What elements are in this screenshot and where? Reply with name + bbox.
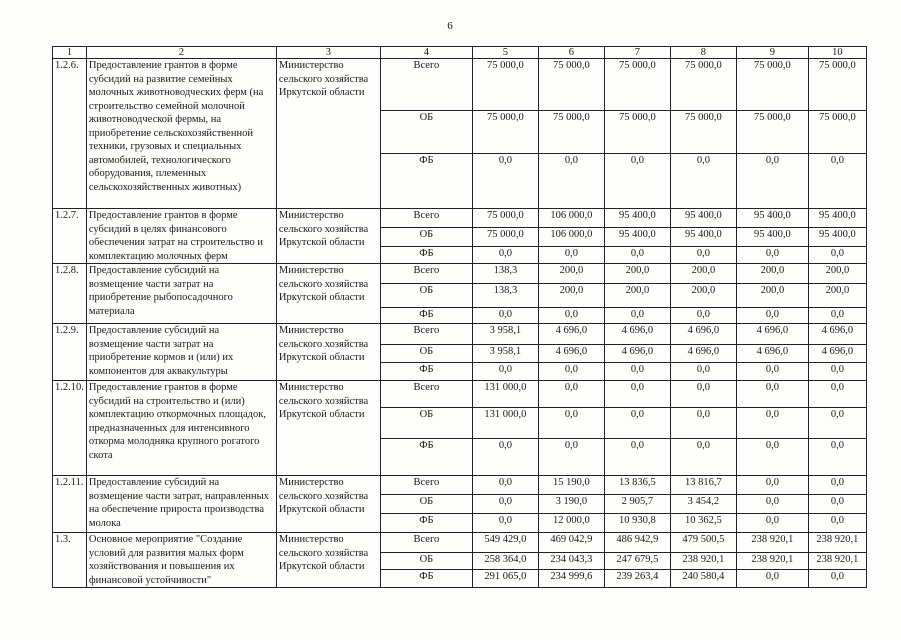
amount-cell: 75 000,0 (472, 227, 538, 247)
amount-cell: 95 400,0 (736, 209, 808, 228)
amount-cell: 2 905,7 (604, 495, 670, 514)
amount-cell: 0,0 (736, 408, 808, 439)
amount-cell: 0,0 (670, 247, 736, 264)
amount-cell: 75 000,0 (736, 59, 808, 111)
item-name: Основное мероприятие "Создание условий для развития малых форм хозяйствования и повышения их финансовой устойчивости" (86, 533, 276, 588)
amount-cell: 75 000,0 (604, 59, 670, 111)
amount-cell: 240 580,4 (670, 570, 736, 588)
amount-cell: 239 263,4 (604, 570, 670, 588)
amount-cell: 106 000,0 (538, 209, 604, 228)
funding-source: ОБ (380, 408, 472, 439)
amount-cell: 200,0 (736, 284, 808, 308)
table-row (53, 381, 867, 408)
funding-source: ОБ (380, 552, 472, 570)
amount-cell: 200,0 (736, 264, 808, 284)
header-cell: 6 (538, 47, 604, 59)
amount-cell: 238 920,1 (736, 533, 808, 553)
table-row (53, 209, 867, 228)
amount-cell: 95 400,0 (604, 209, 670, 228)
amount-cell: 486 942,9 (604, 533, 670, 553)
amount-cell: 0,0 (670, 308, 736, 324)
amount-cell: 0,0 (472, 154, 538, 209)
funding-source: ФБ (380, 514, 472, 533)
amount-cell: 95 400,0 (808, 209, 866, 228)
header-cell: 7 (604, 47, 670, 59)
amount-cell: 0,0 (736, 154, 808, 209)
amount-cell: 0,0 (538, 363, 604, 381)
funding-source: ФБ (380, 439, 472, 476)
item-number: 1.2.6. (53, 59, 87, 209)
header-cell: 9 (736, 47, 808, 59)
amount-cell: 238 920,1 (808, 533, 866, 553)
amount-cell: 75 000,0 (538, 59, 604, 111)
amount-cell: 15 190,0 (538, 476, 604, 495)
item-name: Предоставление субсидий на возмещение части затрат на приобретение рыбопосадочного материала (86, 264, 276, 324)
funding-source: Всего (380, 209, 472, 228)
funding-source: Всего (380, 324, 472, 345)
header-cell: 5 (472, 47, 538, 59)
amount-cell: 0,0 (808, 381, 866, 408)
amount-cell: 75 000,0 (604, 111, 670, 154)
item-number: 1.2.9. (53, 324, 87, 381)
funding-source: ФБ (380, 570, 472, 588)
page-number: 6 (447, 20, 453, 32)
amount-cell: 234 043,3 (538, 552, 604, 570)
amount-cell: 10 362,5 (670, 514, 736, 533)
amount-cell: 10 930,8 (604, 514, 670, 533)
amount-cell: 200,0 (808, 284, 866, 308)
amount-cell: 0,0 (736, 247, 808, 264)
amount-cell: 0,0 (604, 154, 670, 209)
amount-cell: 0,0 (808, 439, 866, 476)
item-name: Предоставление субсидий на возмещение части затрат, направленных на обеспечение прироста производства молока (86, 476, 276, 533)
amount-cell: 0,0 (808, 363, 866, 381)
amount-cell: 13 816,7 (670, 476, 736, 495)
amount-cell: 95 400,0 (670, 227, 736, 247)
amount-cell: 0,0 (736, 495, 808, 514)
funding-source: ОБ (380, 284, 472, 308)
header-cell: 10 (808, 47, 866, 59)
funding-source: Всего (380, 59, 472, 111)
amount-cell: 0,0 (808, 495, 866, 514)
amount-cell: 291 065,0 (472, 570, 538, 588)
amount-cell: 0,0 (736, 308, 808, 324)
amount-cell: 4 696,0 (808, 324, 866, 345)
amount-cell: 4 696,0 (736, 324, 808, 345)
item-number: 1.2.10. (53, 381, 87, 476)
amount-cell: 0,0 (808, 570, 866, 588)
header-cell: 3 (276, 47, 380, 59)
item-executor: Министерство сельского хозяйства Иркутской области (276, 209, 380, 264)
amount-cell: 0,0 (538, 439, 604, 476)
item-executor: Министерство сельского хозяйства Иркутской области (276, 264, 380, 324)
amount-cell: 200,0 (604, 284, 670, 308)
amount-cell: 0,0 (808, 408, 866, 439)
amount-cell: 0,0 (538, 154, 604, 209)
funding-source: ОБ (380, 345, 472, 363)
amount-cell: 13 836,5 (604, 476, 670, 495)
amount-cell: 0,0 (670, 439, 736, 476)
amount-cell: 0,0 (538, 381, 604, 408)
amount-cell: 200,0 (670, 264, 736, 284)
funding-source: ОБ (380, 227, 472, 247)
amount-cell: 0,0 (670, 363, 736, 381)
amount-cell: 0,0 (736, 363, 808, 381)
amount-cell: 238 920,1 (808, 552, 866, 570)
amount-cell: 0,0 (538, 308, 604, 324)
amount-cell: 75 000,0 (472, 111, 538, 154)
amount-cell: 0,0 (808, 514, 866, 533)
amount-cell: 469 042,9 (538, 533, 604, 553)
amount-cell: 0,0 (472, 363, 538, 381)
item-executor: Министерство сельского хозяйства Иркутской области (276, 533, 380, 588)
amount-cell: 234 999,6 (538, 570, 604, 588)
amount-cell: 0,0 (604, 381, 670, 408)
amount-cell: 0,0 (736, 381, 808, 408)
amount-cell: 4 696,0 (538, 345, 604, 363)
funding-source: Всего (380, 533, 472, 553)
amount-cell: 4 696,0 (670, 324, 736, 345)
table-row (53, 59, 867, 111)
header-cell: 8 (670, 47, 736, 59)
amount-cell: 0,0 (670, 381, 736, 408)
amount-cell: 3 958,1 (472, 345, 538, 363)
amount-cell: 200,0 (538, 264, 604, 284)
amount-cell: 95 400,0 (670, 209, 736, 228)
amount-cell: 0,0 (736, 476, 808, 495)
amount-cell: 0,0 (604, 363, 670, 381)
amount-cell: 75 000,0 (670, 59, 736, 111)
amount-cell: 4 696,0 (808, 345, 866, 363)
amount-cell: 238 920,1 (736, 552, 808, 570)
amount-cell: 0,0 (604, 408, 670, 439)
item-executor: Министерство сельского хозяйства Иркутской области (276, 381, 380, 476)
header-cell: 1 (53, 47, 87, 59)
amount-cell: 95 400,0 (808, 227, 866, 247)
amount-cell: 75 000,0 (538, 111, 604, 154)
amount-cell: 479 500,5 (670, 533, 736, 553)
item-name: Предоставление субсидий на возмещение части затрат на приобретение кормов и (или) их компонентов для аквакультуры (86, 324, 276, 381)
funding-source: ОБ (380, 111, 472, 154)
funding-source: Всего (380, 381, 472, 408)
item-executor: Министерство сельского хозяйства Иркутской области (276, 324, 380, 381)
amount-cell: 0,0 (808, 476, 866, 495)
amount-cell: 200,0 (670, 284, 736, 308)
amount-cell: 75 000,0 (736, 111, 808, 154)
amount-cell: 0,0 (808, 308, 866, 324)
funding-source: Всего (380, 476, 472, 495)
header-cell: 4 (380, 47, 472, 59)
item-name: Предоставление грантов в форме субсидий на развитие семейных молочных животноводческих ферм (на строительство семейной молочной животноводческой фермы, на приобретение сельскохозяйственной техники, грузовых и специальных автомобилей, технологического оборудования, племенных сельскохозяйственных животных) (86, 59, 276, 209)
amount-cell: 3 958,1 (472, 324, 538, 345)
table-row (53, 264, 867, 284)
amount-cell: 258 364,0 (472, 552, 538, 570)
item-executor: Министерство сельского хозяйства Иркутской области (276, 59, 380, 209)
amount-cell: 0,0 (604, 439, 670, 476)
amount-cell: 131 000,0 (472, 408, 538, 439)
funding-source: ФБ (380, 308, 472, 324)
amount-cell: 138,3 (472, 264, 538, 284)
amount-cell: 549 429,0 (472, 533, 538, 553)
amount-cell: 95 400,0 (736, 227, 808, 247)
amount-cell: 238 920,1 (670, 552, 736, 570)
item-executor: Министерство сельского хозяйства Иркутской области (276, 476, 380, 533)
amount-cell: 95 400,0 (604, 227, 670, 247)
header-row (53, 47, 867, 59)
table-row (53, 533, 867, 553)
amount-cell: 0,0 (736, 570, 808, 588)
item-number: 1.2.8. (53, 264, 87, 324)
amount-cell: 3 190,0 (538, 495, 604, 514)
item-name: Предоставление грантов в форме субсидий на строительство и (или) комплектацию откормочных площадок, предназначенных для интенсивного откорма молодняка крупного рогатого скота (86, 381, 276, 476)
amount-cell: 247 679,5 (604, 552, 670, 570)
amount-cell: 0,0 (472, 495, 538, 514)
amount-cell: 0,0 (604, 247, 670, 264)
amount-cell: 200,0 (538, 284, 604, 308)
amount-cell: 0,0 (472, 247, 538, 264)
amount-cell: 4 696,0 (538, 324, 604, 345)
amount-cell: 0,0 (472, 439, 538, 476)
table-row (53, 476, 867, 495)
funding-source: ФБ (380, 363, 472, 381)
amount-cell: 0,0 (604, 308, 670, 324)
amount-cell: 0,0 (538, 408, 604, 439)
amount-cell: 0,0 (472, 308, 538, 324)
amount-cell: 0,0 (472, 476, 538, 495)
amount-cell: 0,0 (472, 514, 538, 533)
amount-cell: 106 000,0 (538, 227, 604, 247)
amount-cell: 12 000,0 (538, 514, 604, 533)
amount-cell: 4 696,0 (736, 345, 808, 363)
item-number: 1.3. (53, 533, 87, 588)
amount-cell: 4 696,0 (604, 324, 670, 345)
amount-cell: 75 000,0 (808, 111, 866, 154)
amount-cell: 0,0 (670, 154, 736, 209)
funding-source: ФБ (380, 247, 472, 264)
amount-cell: 0,0 (808, 154, 866, 209)
amount-cell: 75 000,0 (472, 209, 538, 228)
amount-cell: 75 000,0 (670, 111, 736, 154)
funding-source: Всего (380, 264, 472, 284)
budget-table (52, 46, 867, 588)
amount-cell: 131 000,0 (472, 381, 538, 408)
header-cell: 2 (86, 47, 276, 59)
amount-cell: 0,0 (736, 439, 808, 476)
amount-cell: 3 454,2 (670, 495, 736, 514)
amount-cell: 75 000,0 (808, 59, 866, 111)
item-number: 1.2.11. (53, 476, 87, 533)
amount-cell: 0,0 (538, 247, 604, 264)
amount-cell: 0,0 (736, 514, 808, 533)
amount-cell: 200,0 (604, 264, 670, 284)
amount-cell: 0,0 (670, 408, 736, 439)
amount-cell: 0,0 (808, 247, 866, 264)
amount-cell: 138,3 (472, 284, 538, 308)
item-name: Предоставление грантов в форме субсидий в целях финансового обеспечения затрат на строительство и комплектацию молочных ферм (86, 209, 276, 264)
funding-source: ОБ (380, 495, 472, 514)
amount-cell: 75 000,0 (472, 59, 538, 111)
amount-cell: 200,0 (808, 264, 866, 284)
table-row (53, 324, 867, 345)
amount-cell: 4 696,0 (670, 345, 736, 363)
funding-source: ФБ (380, 154, 472, 209)
item-number: 1.2.7. (53, 209, 87, 264)
amount-cell: 4 696,0 (604, 345, 670, 363)
